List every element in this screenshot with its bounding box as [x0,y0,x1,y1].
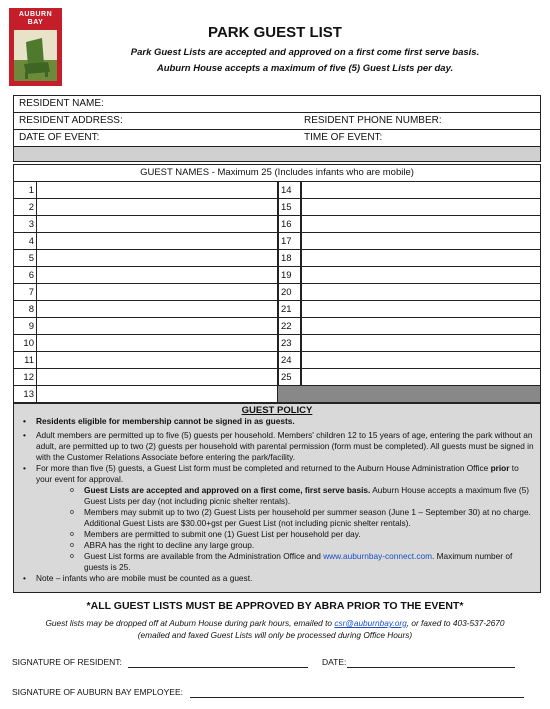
guest-cell-right[interactable] [278,199,540,215]
guest-cell-left[interactable] [14,335,278,351]
guest-row [14,182,540,199]
guest-row [14,335,540,352]
guest-row [14,386,540,402]
guest-name-field[interactable] [301,335,540,351]
guest-cell-right[interactable] [278,318,540,334]
signature-employee-label: SIGNATURE OF AUBURN BAY EMPLOYEE: [12,687,183,697]
guest-name-field[interactable] [301,352,540,368]
guest-name-field[interactable] [37,233,277,249]
guest-policy-box [13,403,541,593]
guest-number: 19 [278,267,301,283]
guest-name-field[interactable] [37,386,277,402]
guest-number: 13 [14,386,37,402]
signature-resident-line[interactable] [128,667,308,668]
guest-name-field[interactable] [301,250,540,266]
policy-sub-bullet: o ABRA has the right to decline any large group. [14,540,540,551]
guest-number: 7 [14,284,37,300]
guest-name-field[interactable] [301,267,540,283]
guest-name-field[interactable] [37,369,277,385]
guest-number: 2 [14,199,37,215]
guest-number: 21 [278,301,301,317]
event-date-time-row[interactable] [14,130,540,147]
guest-cell-left[interactable] [14,216,278,232]
guest-name-field[interactable] [37,216,277,232]
guest-number: 14 [278,182,301,198]
guest-number: 15 [278,199,301,215]
signature-employee-line[interactable] [190,697,524,698]
policy-bullet: • Residents eligible for membership cannot be signed in as guests. [14,416,540,427]
guest-name-field[interactable] [37,267,277,283]
processing-note: (emailed and faxed Guest Lists will only be processed during Office Hours) [137,630,413,640]
guest-number: 12 [14,369,37,385]
signature-resident-label: SIGNATURE OF RESIDENT: [12,657,122,667]
resident-name-label: RESIDENT NAME: [19,98,104,109]
guest-name-field[interactable] [301,301,540,317]
policy-bullet: • For more than five (5) guests, a Guest List form must be completed and returned to the Auburn House Administration Office prior to your event for approval. [14,463,540,485]
guest-row [14,250,540,267]
guest-cell-left[interactable] [14,352,278,368]
guest-names-header: GUEST NAMES - Maximum 25 (Includes infants who are mobile) [14,165,540,182]
guest-cell-left[interactable] [14,199,278,215]
guest-cell-right[interactable] [278,352,540,368]
guest-number: 6 [14,267,37,283]
resident-name-row[interactable] [14,96,540,113]
guest-row [14,369,540,386]
guest-name-field[interactable] [37,335,277,351]
guest-cell-left[interactable] [14,182,278,198]
guest-cell-left[interactable] [14,369,278,385]
guest-number: 22 [278,318,301,334]
guest-cell-filled [278,386,540,402]
guest-name-field[interactable] [301,199,540,215]
email-link[interactable]: csr@auburnbay.org [334,618,407,628]
subtitle-max-lists: Auburn House accepts a maximum of five (5) Guest Lists per day. [156,63,454,74]
guest-names-table [13,164,541,403]
guest-row [14,233,540,250]
guest-cell-right[interactable] [278,369,540,385]
guest-cell-left[interactable] [14,284,278,300]
guest-row [14,301,540,318]
guest-cell-left[interactable] [14,301,278,317]
guest-row [14,267,540,284]
gray-separator [14,147,540,161]
guest-name-field[interactable] [301,182,540,198]
resident-address-label: RESIDENT ADDRESS: [19,115,123,126]
guest-cell-left[interactable] [14,233,278,249]
logo-text: AUBURN BAY [18,11,53,26]
approval-notice: *ALL GUEST LISTS MUST BE APPROVED BY ABRA PRIOR TO THE EVENT* [86,600,464,612]
guest-name-field[interactable] [37,284,277,300]
guest-cell-left[interactable] [14,267,278,283]
guest-row [14,216,540,233]
policy-sub-bullet: o Members are permitted to submit one (1) Guest List per household per day. [14,529,540,540]
guest-number: 3 [14,216,37,232]
resident-address-row[interactable] [14,113,540,130]
guest-number: 24 [278,352,301,368]
guest-number: 17 [278,233,301,249]
page-title: PARK GUEST LIST [208,24,342,41]
policy-sub-bullet: o Members may submit up to two (2) Guest Lists per household per summer season (June 1 – September 30) at no charge. Additional Guest Lists are $30.00+gst per Guest List (not including picnic shelter rentals). [14,507,540,529]
guest-number: 16 [278,216,301,232]
guest-row [14,318,540,335]
guest-number: 8 [14,301,37,317]
guest-cell-right[interactable] [278,284,540,300]
guest-number: 23 [278,335,301,351]
guest-cell-right[interactable] [278,216,540,232]
guest-name-field[interactable] [37,352,277,368]
guest-name-field[interactable] [37,250,277,266]
guest-name-field[interactable] [301,369,540,385]
guest-number: 1 [14,182,37,198]
guest-row [14,199,540,216]
guest-cell-left[interactable] [14,318,278,334]
guest-cell-right[interactable] [278,335,540,351]
website-link[interactable]: www.auburnbay-connect.com [323,551,433,561]
guest-name-field[interactable] [301,216,540,232]
resident-info-table [13,95,541,162]
guest-number: 11 [14,352,37,368]
guest-number: 20 [278,284,301,300]
guest-number: 5 [14,250,37,266]
resident-phone-label: RESIDENT PHONE NUMBER: [304,115,442,126]
guest-name-field[interactable] [301,233,540,249]
guest-cell-right[interactable] [278,301,540,317]
guest-cell-right[interactable] [278,233,540,249]
policy-sub-bullet: o Guest Lists are accepted and approved on a first come, first serve basis. Auburn House accepts a maximum five (5) Guest Lists per day (not including picnic shelter rentals). [14,485,540,507]
policy-bullet: • Note – infants who are mobile must be counted as a guest. [14,573,540,584]
policy-sub-bullet: o Guest List forms are available from the Administration Office and www.auburnbay-connect.com. Maximum number of guests is 25. [14,551,540,573]
guest-row [14,352,540,369]
guest-name-field[interactable] [37,318,277,334]
guest-cell-right[interactable] [278,182,540,198]
guest-number: 10 [14,335,37,351]
guest-name-field[interactable] [37,301,277,317]
guest-number: 18 [278,250,301,266]
guest-policy-heading: GUEST POLICY [241,405,313,416]
subtitle-first-come: Park Guest Lists are accepted and approved on a first come first serve basis. [130,47,480,58]
date-of-event-label: DATE OF EVENT: [19,132,100,143]
guest-cell-left[interactable] [14,386,278,402]
guest-cell-left[interactable] [14,250,278,266]
date-line[interactable] [347,667,515,668]
guest-number: 25 [278,369,301,385]
guest-name-field[interactable] [37,199,277,215]
guest-cell-right[interactable] [278,267,540,283]
auburn-bay-logo [9,8,62,86]
dropoff-instructions: Guest lists may be dropped off at Auburn House during park hours, emailed to csr@auburnbay.org, or faxed to 403-537-2670 [45,618,505,628]
time-of-event-label: TIME OF EVENT: [304,132,383,143]
guest-name-field[interactable] [301,318,540,334]
guest-number: 9 [14,318,37,334]
guest-row [14,284,540,301]
guest-number: 4 [14,233,37,249]
guest-cell-right[interactable] [278,250,540,266]
policy-bullet: • Adult members are permitted up to five (5) guests per household. Members' children 12 to 15 years of age, entering the park without an adult, are permitted up to two (2) guests per household with parental permission (form must be completed). All guests must be signed in with the Customer Relations Associate before entering the park/facility. [14,430,540,463]
guest-name-field[interactable] [37,182,277,198]
date-label: DATE: [322,657,347,667]
guest-name-field[interactable] [301,284,540,300]
